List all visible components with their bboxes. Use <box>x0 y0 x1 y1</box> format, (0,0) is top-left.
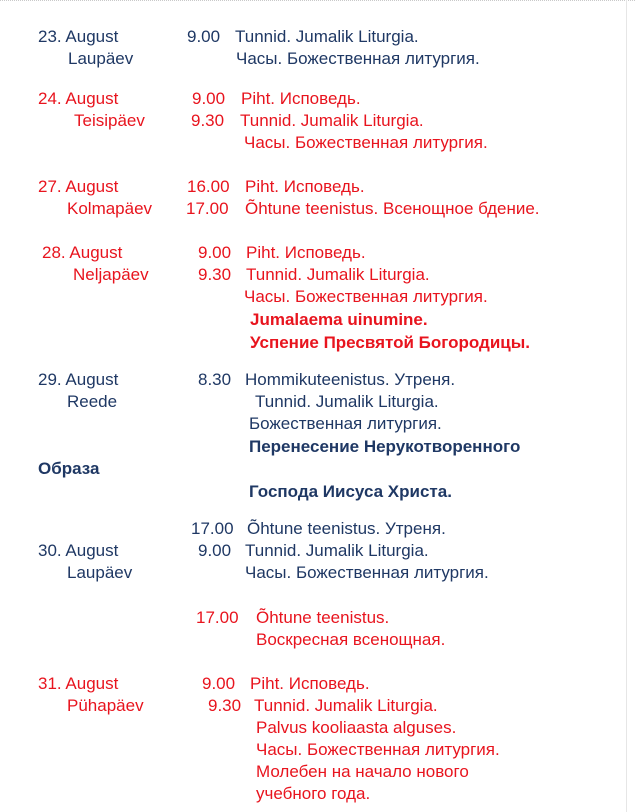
service-line: Часы. Божественная литургия. <box>245 563 489 582</box>
service-line: Воскресная всенощная. <box>256 630 446 649</box>
service-line: Piht. Исповедь. <box>241 89 361 108</box>
service-line: учебного года. <box>256 784 371 803</box>
date-28-august: 28. August <box>42 243 123 262</box>
time: 17.00 <box>191 519 234 538</box>
service-line: Tunnid. Jumalik Liturgia. <box>245 541 429 560</box>
service-line: Часы. Божественная литургия. <box>244 133 488 152</box>
day-24-august: Teisipäev <box>74 111 145 130</box>
time: 9.00 <box>187 27 221 46</box>
feast-title: Господа Иисуса Христа. <box>249 482 452 501</box>
service-line: Часы. Божественная литургия. <box>256 740 500 759</box>
service-line: Tunnid. Jumalik Liturgia. <box>254 696 438 715</box>
service-line: Божественная литургия. <box>249 414 442 433</box>
service-line: Õhtune teenistus. Утреня. <box>247 519 446 538</box>
service-line: Õhtune teenistus. <box>256 608 390 627</box>
service-line: Tunnid. Jumalik Liturgia. <box>235 27 419 46</box>
top-border <box>0 0 635 7</box>
date-31-august: 31. August <box>38 674 119 693</box>
feast-title: Перенесение Нерукотворенного <box>249 437 521 456</box>
feast-title: Jumalaema uinumine. <box>250 310 428 329</box>
service-line: Palvus kooliaasta alguses. <box>256 718 457 737</box>
date-24-august: 24. August <box>38 89 119 108</box>
day-23-august: Laupäev <box>68 49 134 68</box>
time: 9.30 <box>198 265 232 284</box>
feast-title: Успение Пресвятой Богородицы. <box>250 333 530 352</box>
time: 9.00 <box>198 243 232 262</box>
service-line: Piht. Исповедь. <box>245 177 365 196</box>
feast-title: Образа <box>38 459 100 478</box>
day-27-august: Kolmapäev <box>67 199 153 218</box>
time: 9.00 <box>192 89 226 108</box>
time: 9.00 <box>202 674 236 693</box>
time: 9.30 <box>208 696 242 715</box>
time: 17.00 <box>196 608 239 627</box>
date-29-august: 29. August <box>38 370 119 389</box>
date-23-august: 23. August <box>38 27 119 46</box>
time: 17.00 <box>186 199 229 218</box>
service-line: Tunnid. Jumalik Liturgia. <box>240 111 424 130</box>
day-30-august: Laupäev <box>67 563 133 582</box>
service-line: Часы. Божественная литургия. <box>244 287 488 306</box>
day-31-august: Pühapäev <box>67 696 144 715</box>
service-line: Tunnid. Jumalik Liturgia. <box>255 392 439 411</box>
day-28-august: Neljapäev <box>73 265 149 284</box>
time: 8.30 <box>198 370 232 389</box>
service-line: Tunnid. Jumalik Liturgia. <box>246 265 430 284</box>
service-line: Молебен на начало нового <box>256 762 469 781</box>
service-line: Часы. Божественная литургия. <box>236 49 480 68</box>
date-30-august: 30. August <box>38 541 119 560</box>
day-29-august: Reede <box>67 392 118 411</box>
time: 16.00 <box>187 177 230 196</box>
service-line: Hommikuteenistus. Утреня. <box>245 370 456 389</box>
service-line: Piht. Исповедь. <box>246 243 366 262</box>
time: 9.00 <box>198 541 232 560</box>
right-border <box>626 0 627 812</box>
service-line: Piht. Исповедь. <box>250 674 370 693</box>
time: 9.30 <box>191 111 225 130</box>
service-line: Õhtune teenistus. Всенощное бдение. <box>245 199 540 218</box>
date-27-august: 27. August <box>38 177 119 196</box>
